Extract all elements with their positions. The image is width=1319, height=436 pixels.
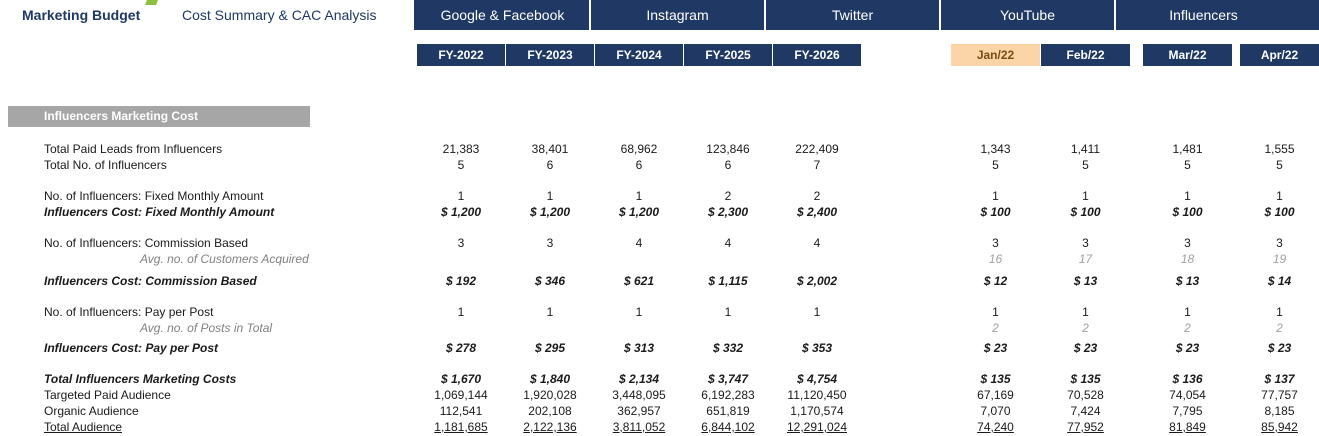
cell-targeted-paid-audience-fy-1[interactable]: 1,920,028 xyxy=(523,388,577,402)
row-label-organic-audience: Organic Audience xyxy=(44,404,139,418)
cell-total-paid-leads-from-influencers-fy-1[interactable]: 38,401 xyxy=(531,142,569,156)
cell-no-of-influencers-commission-based-month-2[interactable]: 3 xyxy=(1184,236,1191,250)
cell-total-influencers-marketing-costs-fy-3[interactable]: $ 3,747 xyxy=(707,372,749,386)
cell-avg-no-of-customers-acquired-month-0[interactable]: 16 xyxy=(988,252,1003,266)
table-row xyxy=(0,371,1319,387)
cell-total-audience-month-0[interactable]: 74,240 xyxy=(977,420,1014,434)
column-header-feb-22[interactable]: Feb/22 xyxy=(1041,44,1130,66)
table-row xyxy=(0,340,1319,356)
table-row xyxy=(0,419,1319,435)
table-row xyxy=(0,273,1319,289)
cell-total-paid-leads-from-influencers-month-3[interactable]: 1,555 xyxy=(1264,142,1295,156)
cell-total-influencers-marketing-costs-fy-4[interactable]: $ 4,754 xyxy=(796,372,838,386)
cell-total-influencers-marketing-costs-month-2[interactable]: $ 136 xyxy=(1172,372,1203,386)
cell-influencers-cost-fixed-monthly-amount-fy-3[interactable]: $ 2,300 xyxy=(707,205,749,219)
cell-total-paid-leads-from-influencers-month-0[interactable]: 1,343 xyxy=(980,142,1011,156)
cell-no-of-influencers-fixed-monthly-amount-fy-0[interactable]: 1 xyxy=(457,189,465,203)
row-label-targeted-paid-audience: Targeted Paid Audience xyxy=(44,388,171,402)
row-label-influencers-cost-fixed-monthly-amount: Influencers Cost: Fixed Monthly Amount xyxy=(44,205,275,219)
cell-total-influencers-marketing-costs-fy-1[interactable]: $ 1,840 xyxy=(529,372,571,386)
cell-targeted-paid-audience-month-3[interactable]: 77,757 xyxy=(1261,388,1298,402)
cell-avg-no-of-customers-acquired-month-1[interactable]: 17 xyxy=(1078,252,1093,266)
cell-total-no-of-influencers-month-0[interactable]: 5 xyxy=(992,158,999,172)
cell-total-audience-month-3[interactable]: 85,942 xyxy=(1261,420,1298,434)
cell-total-no-of-influencers-fy-0[interactable]: 5 xyxy=(457,158,465,172)
cell-organic-audience-fy-4[interactable]: 1,170,574 xyxy=(790,404,844,418)
cell-organic-audience-month-2[interactable]: 7,795 xyxy=(1172,404,1203,418)
table-row xyxy=(0,251,1319,267)
cell-influencers-cost-pay-per-post-fy-4[interactable]: $ 353 xyxy=(801,341,833,355)
cell-no-of-influencers-fixed-monthly-amount-fy-2[interactable]: 1 xyxy=(635,189,643,203)
cell-influencers-cost-commission-based-fy-3[interactable]: $ 1,115 xyxy=(708,274,748,288)
cell-avg-no-of-posts-in-total-month-0[interactable]: 2 xyxy=(992,321,999,335)
worksheet-area xyxy=(0,30,1319,436)
section-title-influencers-marketing-cost: Influencers Marketing Cost xyxy=(8,106,310,127)
row-label-total-paid-leads-from-influencers: Total Paid Leads from Influencers xyxy=(44,142,223,156)
cell-total-no-of-influencers-month-3[interactable]: 5 xyxy=(1276,158,1283,172)
cell-influencers-cost-pay-per-post-fy-2[interactable]: $ 313 xyxy=(623,341,655,355)
cell-influencers-cost-commission-based-fy-4[interactable]: $ 2,002 xyxy=(796,274,838,288)
cell-total-paid-leads-from-influencers-fy-0[interactable]: 21,383 xyxy=(442,142,480,156)
cell-no-of-influencers-pay-per-post-month-3[interactable]: 1 xyxy=(1276,305,1283,319)
cell-total-no-of-influencers-month-2[interactable]: 5 xyxy=(1184,158,1191,172)
cell-total-influencers-marketing-costs-fy-2[interactable]: $ 2,134 xyxy=(618,372,660,386)
table-row xyxy=(0,188,1319,204)
cell-organic-audience-fy-2[interactable]: 362,957 xyxy=(617,404,661,418)
column-header-fy-2024[interactable]: FY-2024 xyxy=(595,44,683,66)
cell-no-of-influencers-pay-per-post-fy-4[interactable]: 1 xyxy=(813,305,821,319)
row-label-total-no-of-influencers: Total No. of Influencers xyxy=(44,158,167,172)
cell-no-of-influencers-fixed-monthly-amount-month-0[interactable]: 1 xyxy=(992,189,999,203)
cell-targeted-paid-audience-month-1[interactable]: 70,528 xyxy=(1067,388,1104,402)
row-label-total-audience: Total Audience xyxy=(44,420,123,434)
cell-total-influencers-marketing-costs-month-3[interactable]: $ 137 xyxy=(1264,372,1295,386)
cell-total-audience-fy-2[interactable]: 3,811,052 xyxy=(612,420,666,434)
cell-total-no-of-influencers-fy-3[interactable]: 6 xyxy=(724,158,732,172)
cell-total-audience-month-2[interactable]: 81,849 xyxy=(1169,420,1206,434)
cell-organic-audience-fy-1[interactable]: 202,108 xyxy=(528,404,572,418)
cell-total-paid-leads-from-influencers-fy-4[interactable]: 222,409 xyxy=(795,142,839,156)
cell-organic-audience-fy-0[interactable]: 112,541 xyxy=(439,404,483,418)
cell-influencers-cost-pay-per-post-fy-1[interactable]: $ 295 xyxy=(534,341,566,355)
cell-no-of-influencers-pay-per-post-fy-3[interactable]: 1 xyxy=(724,305,732,319)
column-header-fy-2026[interactable]: FY-2026 xyxy=(773,44,861,66)
cell-influencers-cost-commission-based-fy-2[interactable]: $ 621 xyxy=(623,274,655,288)
table-row xyxy=(0,304,1319,320)
cell-total-paid-leads-from-influencers-month-1[interactable]: 1,411 xyxy=(1070,142,1101,156)
cell-targeted-paid-audience-month-2[interactable]: 74,054 xyxy=(1169,388,1206,402)
column-header-fy-2023[interactable]: FY-2023 xyxy=(506,44,594,66)
cell-no-of-influencers-fixed-monthly-amount-month-3[interactable]: 1 xyxy=(1276,189,1283,203)
page-subtitle: Cost Summary & CAC Analysis xyxy=(176,0,416,30)
cell-influencers-cost-fixed-monthly-amount-fy-0[interactable]: $ 1,200 xyxy=(440,205,482,219)
cell-influencers-cost-fixed-monthly-amount-month-0[interactable]: $ 100 xyxy=(980,205,1011,219)
cell-total-paid-leads-from-influencers-fy-2[interactable]: 68,962 xyxy=(620,142,658,156)
cell-influencers-cost-commission-based-fy-0[interactable]: $ 192 xyxy=(445,274,477,288)
cell-total-influencers-marketing-costs-month-0[interactable]: $ 135 xyxy=(980,372,1011,386)
table-row xyxy=(0,204,1319,220)
cell-total-no-of-influencers-fy-4[interactable]: 7 xyxy=(813,158,821,172)
row-label-avg-no-of-customers-acquired: Avg. no. of Customers Acquired xyxy=(140,252,309,266)
column-header-band xyxy=(0,44,1319,66)
tab-twitter[interactable]: Twitter xyxy=(766,0,941,30)
cell-no-of-influencers-commission-based-month-1[interactable]: 3 xyxy=(1082,236,1089,250)
cell-no-of-influencers-fixed-monthly-amount-fy-1[interactable]: 1 xyxy=(546,189,554,203)
row-label-total-influencers-marketing-costs: Total Influencers Marketing Costs xyxy=(44,372,237,386)
cell-total-audience-fy-4[interactable]: 12,291,024 xyxy=(786,420,848,434)
cell-influencers-cost-commission-based-month-2[interactable]: $ 13 xyxy=(1175,274,1200,288)
cell-influencers-cost-pay-per-post-fy-3[interactable]: $ 332 xyxy=(712,341,744,355)
cell-targeted-paid-audience-fy-0[interactable]: 1,069,144 xyxy=(434,388,488,402)
cell-avg-no-of-customers-acquired-month-2[interactable]: 18 xyxy=(1180,252,1195,266)
cell-no-of-influencers-pay-per-post-fy-2[interactable]: 1 xyxy=(635,305,643,319)
cell-influencers-cost-fixed-monthly-amount-month-2[interactable]: $ 100 xyxy=(1172,205,1203,219)
cell-avg-no-of-customers-acquired-month-3[interactable]: 19 xyxy=(1272,252,1287,266)
cell-no-of-influencers-fixed-monthly-amount-month-1[interactable]: 1 xyxy=(1082,189,1089,203)
cell-influencers-cost-commission-based-month-0[interactable]: $ 12 xyxy=(983,274,1008,288)
table-row xyxy=(0,320,1319,336)
cell-organic-audience-month-3[interactable]: 8,185 xyxy=(1264,404,1295,418)
cell-total-no-of-influencers-month-1[interactable]: 5 xyxy=(1082,158,1089,172)
cell-total-no-of-influencers-fy-2[interactable]: 6 xyxy=(635,158,643,172)
cell-influencers-cost-pay-per-post-month-0[interactable]: $ 23 xyxy=(983,341,1008,355)
row-label-no-of-influencers-commission-based: No. of Influencers: Commission Based xyxy=(44,236,249,250)
column-header-apr-22[interactable]: Apr/22 xyxy=(1240,44,1319,66)
cell-no-of-influencers-commission-based-fy-3[interactable]: 4 xyxy=(724,236,732,250)
cell-total-paid-leads-from-influencers-fy-3[interactable]: 123,846 xyxy=(706,142,750,156)
app-title: Marketing Budget xyxy=(0,0,176,30)
cell-no-of-influencers-commission-based-fy-0[interactable]: 3 xyxy=(457,236,465,250)
cell-targeted-paid-audience-fy-4[interactable]: 11,120,450 xyxy=(787,388,847,402)
cell-no-of-influencers-commission-based-fy-2[interactable]: 4 xyxy=(635,236,643,250)
cell-total-audience-fy-3[interactable]: 6,844,102 xyxy=(701,420,755,434)
tab-instagram[interactable]: Instagram xyxy=(591,0,766,30)
cell-influencers-cost-fixed-monthly-amount-month-1[interactable]: $ 100 xyxy=(1070,205,1101,219)
cell-no-of-influencers-pay-per-post-fy-0[interactable]: 1 xyxy=(457,305,465,319)
cell-influencers-cost-commission-based-fy-1[interactable]: $ 346 xyxy=(534,274,566,288)
row-label-no-of-influencers-fixed-monthly-amount: No. of Influencers: Fixed Monthly Amount xyxy=(44,189,264,203)
cell-influencers-cost-fixed-monthly-amount-fy-4[interactable]: $ 2,400 xyxy=(796,205,838,219)
table-row xyxy=(0,141,1319,157)
cell-influencers-cost-pay-per-post-fy-0[interactable]: $ 278 xyxy=(445,341,477,355)
cell-avg-no-of-posts-in-total-month-2[interactable]: 2 xyxy=(1184,321,1191,335)
cell-no-of-influencers-commission-based-fy-1[interactable]: 3 xyxy=(546,236,554,250)
cell-influencers-cost-commission-based-month-1[interactable]: $ 13 xyxy=(1073,274,1098,288)
column-header-fy-2025[interactable]: FY-2025 xyxy=(684,44,772,66)
row-label-avg-no-of-posts-in-total: Avg. no. of Posts in Total xyxy=(140,321,273,335)
cell-influencers-cost-pay-per-post-month-2[interactable]: $ 23 xyxy=(1175,341,1200,355)
column-header-jan-22[interactable]: Jan/22 xyxy=(951,44,1040,66)
cell-no-of-influencers-fixed-monthly-amount-fy-3[interactable]: 2 xyxy=(724,189,732,203)
cell-influencers-cost-fixed-monthly-amount-fy-2[interactable]: $ 1,200 xyxy=(618,205,660,219)
cell-total-no-of-influencers-fy-1[interactable]: 6 xyxy=(546,158,554,172)
cell-no-of-influencers-pay-per-post-month-0[interactable]: 1 xyxy=(992,305,999,319)
table-row xyxy=(0,235,1319,251)
cell-influencers-cost-fixed-monthly-amount-month-3[interactable]: $ 100 xyxy=(1264,205,1295,219)
cell-total-audience-month-1[interactable]: 77,952 xyxy=(1067,420,1104,434)
column-header-fy-2022[interactable]: FY-2022 xyxy=(417,44,505,66)
cell-no-of-influencers-commission-based-month-3[interactable]: 3 xyxy=(1276,236,1283,250)
cell-no-of-influencers-commission-based-month-0[interactable]: 3 xyxy=(992,236,999,250)
row-label-no-of-influencers-pay-per-post: No. of Influencers: Pay per Post xyxy=(44,305,214,319)
cell-organic-audience-month-0[interactable]: 7,070 xyxy=(980,404,1011,418)
tab-google-facebook[interactable]: Google & Facebook xyxy=(416,0,591,30)
top-navigation-bar xyxy=(0,0,1319,30)
cell-total-paid-leads-from-influencers-month-2[interactable]: 1,481 xyxy=(1172,142,1203,156)
cell-no-of-influencers-pay-per-post-month-1[interactable]: 1 xyxy=(1082,305,1089,319)
cell-influencers-cost-pay-per-post-month-1[interactable]: $ 23 xyxy=(1073,341,1098,355)
row-label-influencers-cost-commission-based: Influencers Cost: Commission Based xyxy=(44,274,257,288)
cell-total-influencers-marketing-costs-fy-0[interactable]: $ 1,670 xyxy=(440,372,482,386)
cell-avg-no-of-posts-in-total-month-3[interactable]: 2 xyxy=(1276,321,1283,335)
cell-no-of-influencers-commission-based-fy-4[interactable]: 4 xyxy=(813,236,821,250)
cell-total-influencers-marketing-costs-month-1[interactable]: $ 135 xyxy=(1070,372,1101,386)
cell-no-of-influencers-fixed-monthly-amount-month-2[interactable]: 1 xyxy=(1184,189,1191,203)
table-row xyxy=(0,387,1319,403)
cell-avg-no-of-posts-in-total-month-1[interactable]: 2 xyxy=(1082,321,1089,335)
table-row xyxy=(0,403,1319,419)
cell-organic-audience-fy-3[interactable]: 651,819 xyxy=(706,404,750,418)
column-header-mar-22[interactable]: Mar/22 xyxy=(1143,44,1232,66)
cell-influencers-cost-pay-per-post-month-3[interactable]: $ 23 xyxy=(1267,341,1292,355)
table-row xyxy=(0,157,1319,173)
brand-accent-mark xyxy=(145,0,158,5)
cell-no-of-influencers-pay-per-post-fy-1[interactable]: 1 xyxy=(546,305,554,319)
cell-influencers-cost-fixed-monthly-amount-fy-1[interactable]: $ 1,200 xyxy=(529,205,571,219)
cell-targeted-paid-audience-month-0[interactable]: 67,169 xyxy=(977,388,1014,402)
cell-total-audience-fy-1[interactable]: 2,122,136 xyxy=(523,420,577,434)
cell-targeted-paid-audience-fy-2[interactable]: 3,448,095 xyxy=(612,388,666,402)
cell-no-of-influencers-fixed-monthly-amount-fy-4[interactable]: 2 xyxy=(813,189,821,203)
cell-organic-audience-month-1[interactable]: 7,424 xyxy=(1070,404,1101,418)
cell-targeted-paid-audience-fy-3[interactable]: 6,192,283 xyxy=(701,388,755,402)
row-label-influencers-cost-pay-per-post: Influencers Cost: Pay per Post xyxy=(44,341,219,355)
tab-influencers[interactable]: Influencers xyxy=(1169,7,1238,23)
tab-youtube[interactable]: YouTube xyxy=(941,0,1116,30)
cell-no-of-influencers-pay-per-post-month-2[interactable]: 1 xyxy=(1184,305,1191,319)
cell-total-audience-fy-0[interactable]: 1,181,685 xyxy=(434,420,488,434)
cell-influencers-cost-commission-based-month-3[interactable]: $ 14 xyxy=(1267,274,1292,288)
